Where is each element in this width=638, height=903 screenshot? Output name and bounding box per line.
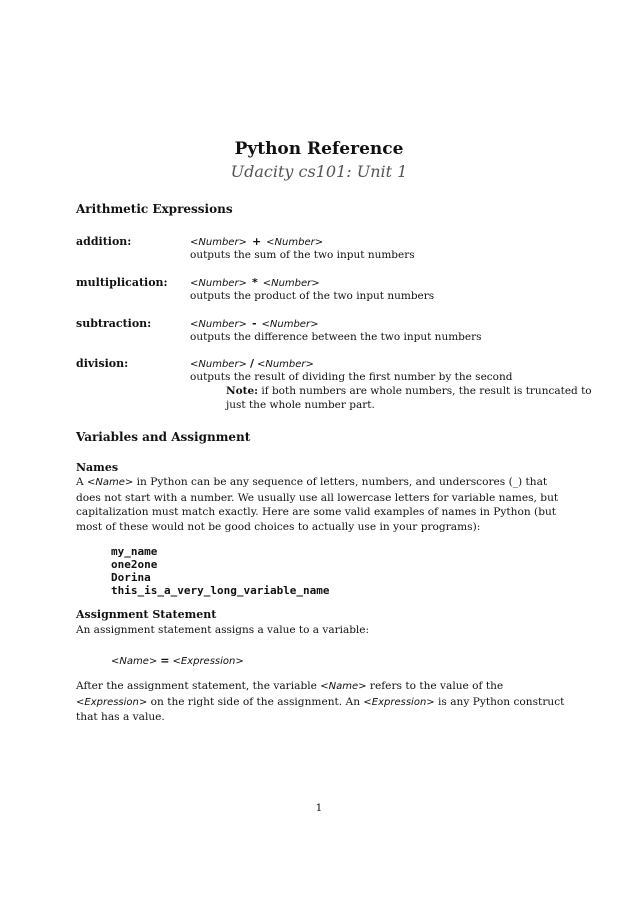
op-expr-addition: <Number> + <Number> [190,235,324,248]
assignment-syntax: <Name> = <Expression> [111,654,244,667]
page-title: Python Reference [234,139,404,159]
heading-assignment: Assignment Statement [76,608,217,621]
op-label-addition: addition: [76,235,132,248]
op-label-division: division: [76,357,129,370]
heading-names: Names [76,461,119,474]
op-expr-division: <Number> / <Number> [190,357,314,370]
page-number: 1 [315,802,323,814]
names-paragraph: A <Name> in Python can be any sequence of letters, numbers, and underscores (_) that does not start with a number. We usually use all lowercase letters for variable names, but capitalization must match exactly. Here are some valid examples of names in Python (but most of these would not be good choices to actually use in your programs): [76,476,559,533]
heading-variables: Variables and Assignment [76,430,251,444]
name-example: one2one [111,558,158,571]
op-label-multiplication: multiplication: [76,276,168,289]
name-example: my_name [111,545,158,558]
op-desc-addition: outputs the sum of the two input numbers [190,249,415,261]
op-expr-multiplication: <Number> * <Number> [190,276,320,289]
op-expr-subtraction: <Number> - <Number> [190,317,319,330]
division-note-cont: just the whole number part. [226,399,375,411]
op-desc-division: outputs the result of dividing the first number by the second [190,371,513,383]
division-note: Note: if both numbers are whole numbers, the result is truncated to [226,385,592,397]
op-desc-multiplication: outputs the product of the two input numbers [190,290,435,302]
name-example: Dorina [111,571,151,584]
page-subtitle: Udacity cs101: Unit 1 [230,162,408,181]
note-label: Note: [226,385,259,397]
assignment-explanation: After the assignment statement, the variable <Name> refers to the value of the <Expression> on the right side of the assignment. An <Expression> is any Python construct that has a value. [76,680,565,723]
op-desc-subtraction: outputs the difference between the two input numbers [190,331,482,343]
heading-arithmetic: Arithmetic Expressions [76,202,233,216]
name-example: this_is_a_very_long_variable_name [111,584,330,597]
assignment-intro: An assignment statement assigns a value to a variable: [76,624,370,636]
op-label-subtraction: subtraction: [76,317,152,330]
